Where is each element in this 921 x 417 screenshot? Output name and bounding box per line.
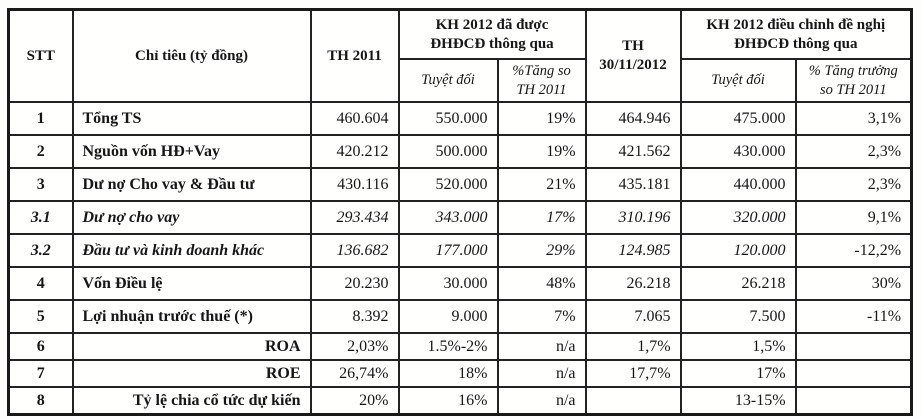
header-kh2012-approved-abs: Tuyệt đối [399, 59, 498, 102]
cell-th30112012: 435.181 [586, 168, 681, 201]
cell-th30112012: 7.065 [586, 300, 681, 333]
cell-adj-abs: 13-15% [681, 387, 796, 415]
cell-stt: 4 [9, 267, 73, 300]
table-row-5 [9, 300, 912, 333]
cell-th2011: 293.434 [311, 201, 399, 234]
header-indicator: Chỉ tiêu (tỷ đồng) [73, 10, 311, 103]
cell-adj-pct: 9,1% [796, 201, 912, 234]
cell-kh2012-abs: 1.5%-2% [399, 333, 498, 360]
cell-th2011: 420.212 [311, 135, 399, 168]
cell-label: Đầu tư và kinh doanh khác [73, 234, 311, 267]
cell-stt: 8 [9, 387, 73, 415]
cell-adj-abs: 320.000 [681, 201, 796, 234]
cell-stt: 3.2 [9, 234, 73, 267]
cell-kh2012-abs: 550.000 [399, 102, 498, 135]
cell-stt: 3 [9, 168, 73, 201]
cell-th2011: 8.392 [311, 300, 399, 333]
cell-stt: 7 [9, 360, 73, 387]
cell-th2011: 460.604 [311, 102, 399, 135]
cell-stt: 6 [9, 333, 73, 360]
cell-adj-pct: -11% [796, 300, 912, 333]
cell-th30112012: 310.196 [586, 201, 681, 234]
cell-th30112012: 17,7% [586, 360, 681, 387]
header-stt: STT [9, 10, 73, 103]
cell-th30112012 [586, 387, 681, 415]
table-row-8 [9, 387, 912, 415]
cell-stt: 3.1 [9, 201, 73, 234]
cell-kh2012-abs: 30.000 [399, 267, 498, 300]
header-th-2011: TH 2011 [311, 10, 399, 103]
cell-kh2012-pct: 21% [498, 168, 586, 201]
table-row-4 [9, 267, 912, 300]
cell-kh2012-pct: 48% [498, 267, 586, 300]
header-kh2012-adjusted-abs: Tuyệt đối [681, 59, 796, 102]
cell-th2011: 20% [311, 387, 399, 415]
header-kh2012-adjusted-pct: % Tăng trưởng so TH 2011 [796, 59, 912, 102]
cell-th2011: 20.230 [311, 267, 399, 300]
cell-adj-pct: -12,2% [796, 234, 912, 267]
cell-kh2012-abs: 520.000 [399, 168, 498, 201]
cell-adj-abs: 440.000 [681, 168, 796, 201]
cell-kh2012-pct: 29% [498, 234, 586, 267]
cell-adj-pct [796, 333, 912, 360]
financial-plan-table [7, 8, 913, 416]
cell-th30112012: 421.562 [586, 135, 681, 168]
cell-kh2012-abs: 343.000 [399, 201, 498, 234]
cell-kh2012-abs: 18% [399, 360, 498, 387]
cell-stt: 5 [9, 300, 73, 333]
cell-label: Dư nợ Cho vay & Đầu tư [73, 168, 311, 201]
cell-label: Tổng TS [73, 102, 311, 135]
cell-adj-abs: 17% [681, 360, 796, 387]
cell-label: Nguồn vốn HĐ+Vay [73, 135, 311, 168]
cell-adj-pct [796, 360, 912, 387]
cell-adj-abs: 7.500 [681, 300, 796, 333]
table-row-6 [9, 333, 912, 360]
cell-label: Tỷ lệ chia cổ tức dự kiến [73, 387, 311, 415]
cell-kh2012-pct: 19% [498, 102, 586, 135]
cell-stt: 1 [9, 102, 73, 135]
cell-th30112012: 464.946 [586, 102, 681, 135]
cell-adj-pct: 2,3% [796, 168, 912, 201]
table-row-3 [9, 168, 912, 201]
table-header [9, 10, 912, 103]
table-row-3-1 [9, 201, 912, 234]
header-row-groups [9, 10, 912, 60]
cell-kh2012-pct: 7% [498, 300, 586, 333]
cell-kh2012-pct: 17% [498, 201, 586, 234]
cell-label: Dư nợ cho vay [73, 201, 311, 234]
header-th-30-11-2012: TH 30/11/2012 [586, 10, 681, 103]
cell-th2011: 136.682 [311, 234, 399, 267]
cell-th30112012: 124.985 [586, 234, 681, 267]
cell-stt: 2 [9, 135, 73, 168]
cell-label: Vốn Điều lệ [73, 267, 311, 300]
header-kh2012-approved-pct: %Tăng so TH 2011 [498, 59, 586, 102]
cell-th30112012: 1,7% [586, 333, 681, 360]
cell-adj-abs: 26.218 [681, 267, 796, 300]
table-row-7 [9, 360, 912, 387]
header-kh2012-adjusted-group: KH 2012 điều chỉnh đề nghị ĐHĐCĐ thông qua [681, 10, 912, 60]
cell-label: ROA [73, 333, 311, 360]
table-row-3-2 [9, 234, 912, 267]
table-row-1 [9, 102, 912, 135]
cell-kh2012-pct: n/a [498, 387, 586, 415]
cell-kh2012-abs: 9.000 [399, 300, 498, 333]
cell-kh2012-pct: n/a [498, 360, 586, 387]
cell-adj-abs: 430.000 [681, 135, 796, 168]
cell-label: Lợi nhuận trước thuế (*) [73, 300, 311, 333]
cell-kh2012-pct: 19% [498, 135, 586, 168]
cell-kh2012-abs: 16% [399, 387, 498, 415]
cell-adj-abs: 1,5% [681, 333, 796, 360]
cell-adj-abs: 475.000 [681, 102, 796, 135]
cell-adj-pct: 30% [796, 267, 912, 300]
cell-kh2012-pct: n/a [498, 333, 586, 360]
cell-kh2012-abs: 500.000 [399, 135, 498, 168]
cell-th2011: 430.116 [311, 168, 399, 201]
cell-adj-pct: 2,3% [796, 135, 912, 168]
cell-th2011: 2,03% [311, 333, 399, 360]
cell-adj-pct: 3,1% [796, 102, 912, 135]
table-body [9, 102, 912, 415]
cell-label: ROE [73, 360, 311, 387]
cell-adj-pct [796, 387, 912, 415]
header-kh2012-approved-group: KH 2012 đã được ĐHĐCĐ thông qua [399, 10, 586, 60]
cell-th2011: 26,74% [311, 360, 399, 387]
cell-kh2012-abs: 177.000 [399, 234, 498, 267]
table-row-2 [9, 135, 912, 168]
cell-th30112012: 26.218 [586, 267, 681, 300]
cell-adj-abs: 120.000 [681, 234, 796, 267]
